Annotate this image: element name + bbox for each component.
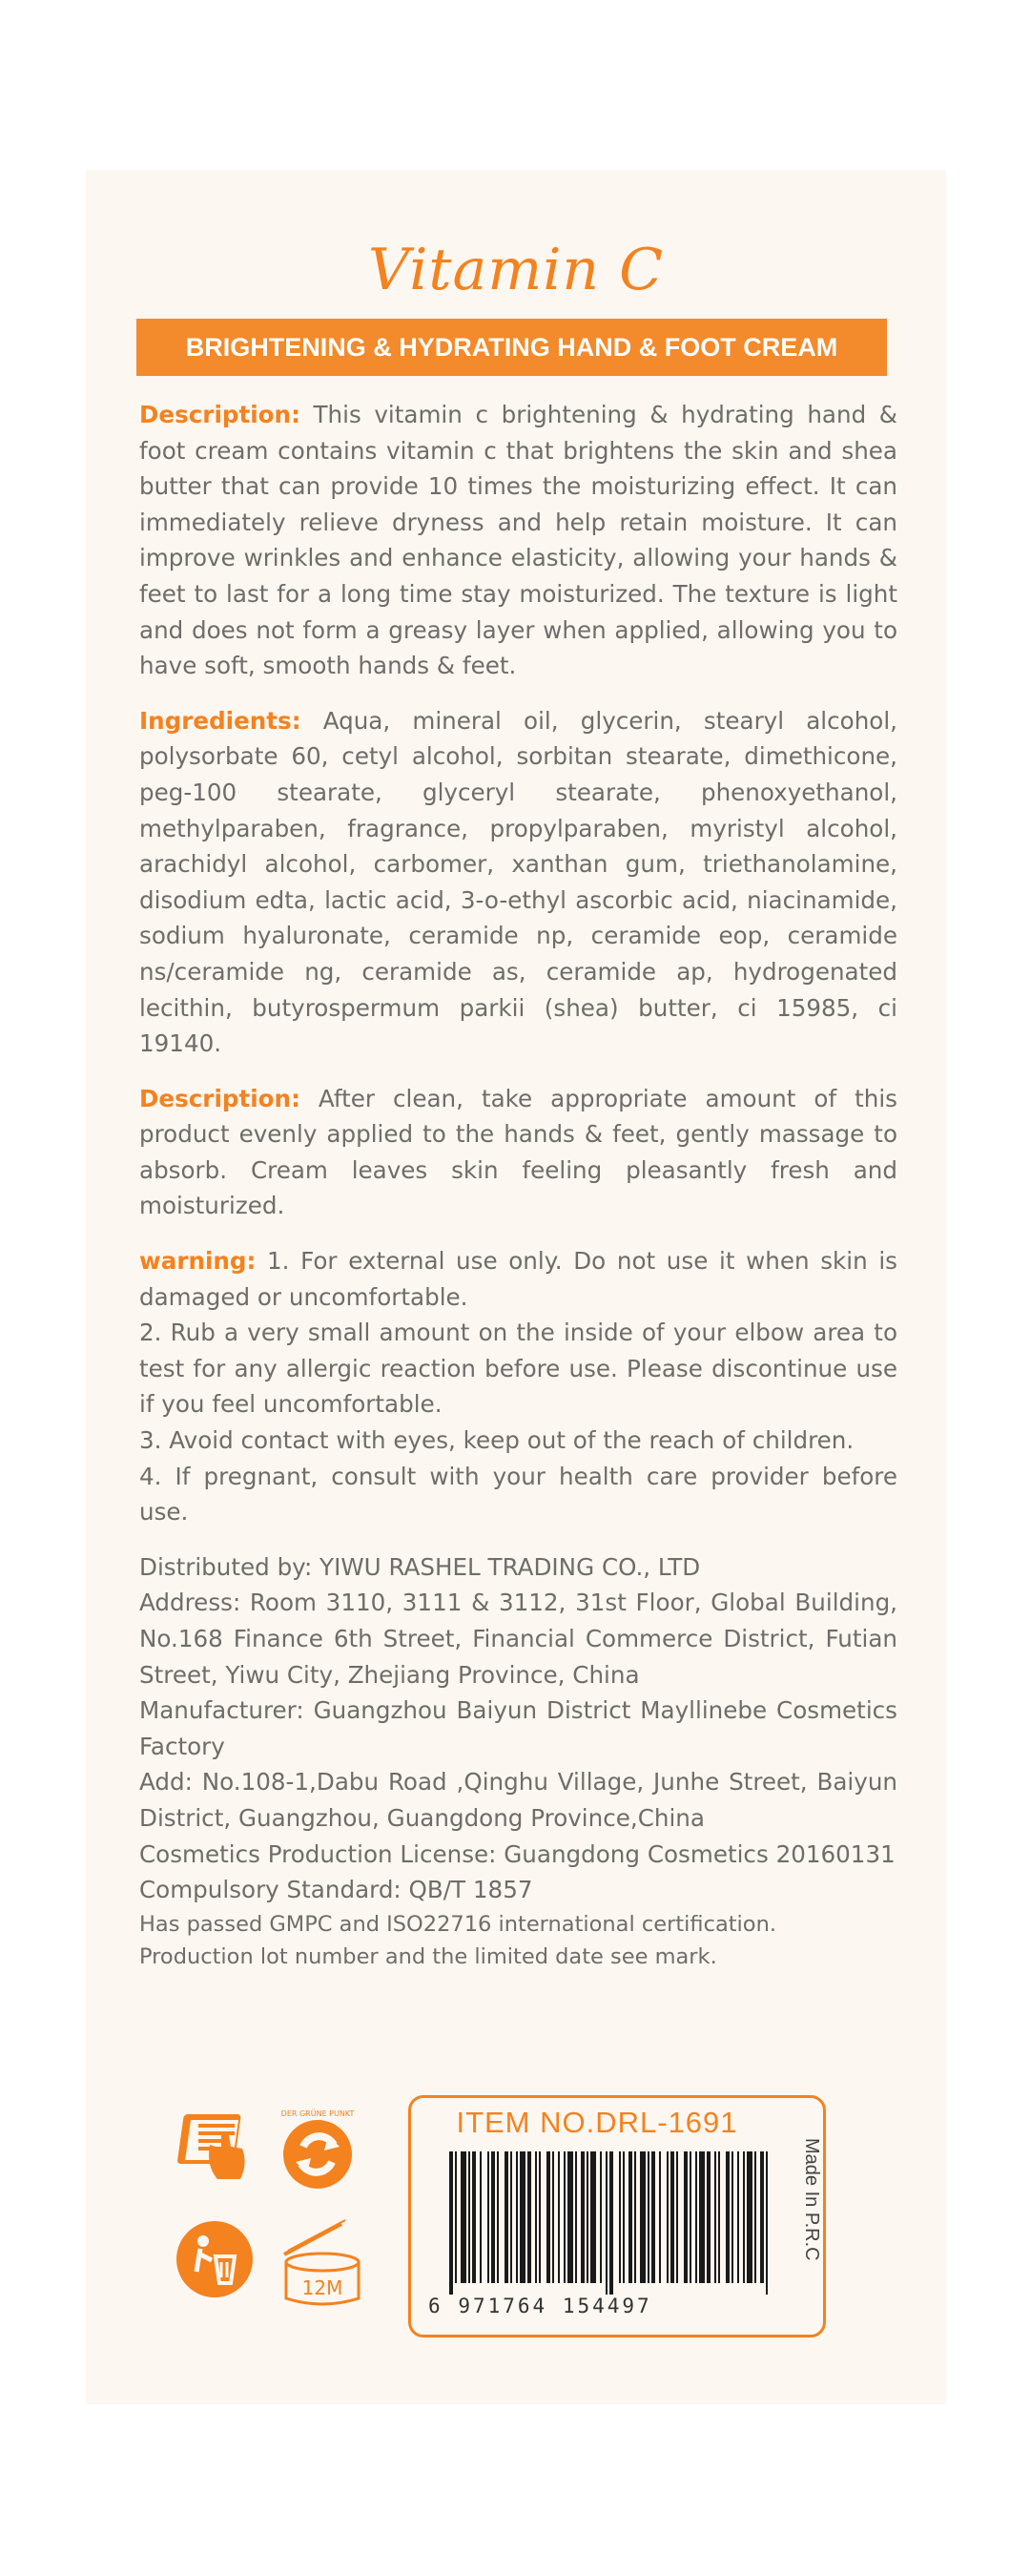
period-after-opening-icon [275,2207,370,2316]
warning-item [139,1243,897,1315]
barcode-bar [731,2151,733,2283]
barcode-bar [449,2151,453,2295]
barcode-bar [634,2151,636,2283]
warning-item-1: 1. For external use only. Do not use it when skin is damaged or uncomfortable. [139,1247,897,1311]
manufacturer-address: Add: No.108-1,Dabu Road ,Qinghu Village, Junhe Street, Baiyun District, Guangzhou, Guangdong Province,China [139,1768,897,1832]
label-text [139,397,897,1973]
barcode-bar [552,2151,554,2283]
ingredients-separator: : [291,706,301,735]
barcode-bar [520,2151,525,2283]
barcode-bar [606,2151,608,2295]
barcode-bar [497,2151,499,2283]
barcode-bar [590,2151,596,2283]
barcode [449,2151,770,2295]
barcode-bar [472,2151,476,2283]
barcode-bar [695,2151,697,2283]
ingredients-section [139,703,897,1062]
barcode-bar [754,2151,756,2283]
barcode-bar [659,2151,661,2283]
warning-item-4: 4. If pregnant, consult with your health care provider before use. [139,1462,897,1527]
barcode-digits [428,2295,652,2317]
barcode-bar [468,2151,470,2283]
barcode-bar [539,2151,541,2283]
description-section [139,397,897,684]
product-banner: BRIGHTENING & HYDRATING HAND & FOOT CREAM [136,319,887,376]
distributor: Distributed by: YIWU RASHEL TRADING CO., LTD [139,1552,701,1581]
usage-section [139,1081,897,1224]
barcode-bar [760,2151,764,2283]
barcode-bar [648,2151,649,2283]
barcode-bar [676,2151,678,2283]
usage-label: Description: [139,1084,300,1112]
barcode-bar [726,2151,730,2283]
barcode-bar [667,2151,669,2283]
barcode-bar [575,2151,577,2283]
barcode-bar [707,2151,711,2283]
label-panel [86,170,946,2404]
ingredients-label: Ingredients [139,706,292,735]
barcode-bar [609,2151,613,2295]
pao-label: 12M [301,2276,343,2299]
barcode-bar [737,2151,739,2283]
recycle-caption: DER GRÜNE PUNKT [280,2109,355,2118]
production-license: Cosmetics Production License: Guangdong Cosmetics 20160131 [139,1839,896,1868]
description-text: This vitamin c brightening & hydrating hand & foot cream contains vitamin c that brightens the skin and shea butter that can provide 10 times the moisturizing effect. It can immediately relieve dryness and help retain moisture. It can improve wrinkles and enhance elasticity, allowing your hands & feet to last for a long time stay moisturized. The texture is light and does not form a greasy layer when applied, allowing you to have soft, smooth hands & feet. [139,401,897,680]
barcode-bar [505,2151,508,2283]
barcode-bar [587,2151,588,2283]
symbol-icons [172,2107,362,2336]
barcode-first-digit: 6 [428,2295,443,2317]
barcode-bar [546,2151,550,2283]
barcode-bar [455,2151,457,2283]
made-in: Made In P.R.C [801,2138,822,2261]
barcode-bar [600,2151,602,2283]
barcode-bar [461,2151,466,2283]
compulsory-standard: Compulsory Standard: QB/T 1857 [139,1876,533,1904]
barcode-bar [491,2151,495,2283]
read-instructions-icon [172,2107,263,2183]
warning-item-3: 3. Avoid contact with eyes, keep out of the reach of children. [139,1426,855,1455]
barcode-bar [510,2151,512,2283]
barcode-bar [558,2151,560,2283]
barcode-bar [581,2151,585,2283]
barcode-bar [535,2151,537,2283]
barcode-bar [684,2151,688,2283]
barcode-bar [619,2151,621,2283]
lot-number: Production lot number and the limited date see mark. [139,1943,717,1969]
usage-text: After clean, take appropriate amount of this product evenly applied to the hands & feet, gently massage to absorb. Cream leaves skin feeling pleasantly fresh and moisturized. [139,1084,897,1220]
item-barcode-box [408,2095,826,2337]
barcode-bar [747,2151,752,2283]
barcode-bar [516,2151,518,2283]
warning-item-2: 2. Rub a very small amount on the inside of your elbow area to test for any allergic reaction before use. Please discontinue use if you feel uncomfortable. [139,1319,897,1419]
barcode-bar [628,2151,632,2283]
brand-title: Vitamin C [367,237,665,303]
distributor-address: Address: Room 3110, 3111 & 3112, 31st Floor, Global Building, No.168 Finance 6th Street, Financial Commerce District, Futian Street, Yiwu City, Zhejiang Province, China [139,1589,897,1689]
dispose-trash-icon [172,2216,258,2302]
barcode-bar [651,2151,655,2283]
barcode-number: 971764 154497 [458,2295,652,2317]
barcode-bar [743,2151,745,2283]
certification: Has passed GMPC and ISO22716 international certification. [139,1911,776,1937]
warning-label: warning: [139,1247,257,1276]
recycle-icon [275,2107,360,2192]
barcode-bar [567,2151,573,2283]
barcode-bar [670,2151,674,2283]
barcode-bar [527,2151,531,2283]
manufacturer: Manufacturer: Guangzhou Baiyun District Mayllinebe Cosmetics Factory [139,1696,897,1760]
barcode-bar [690,2151,691,2283]
barcode-bar [623,2151,625,2283]
ingredients-text: Aqua, mineral oil, glycerin, stearyl alcohol, polysorbate 60, cetyl alcohol, sorbitan stearate, dimethicone, peg-100 stearate, glyceryl stearate, phenoxyethanol, methylparaben, fragrance, propylparaben, myristyl alcohol, arachidyl alcohol, carbomer, xanthan gum, triethanolamine, disodium edta, lactic acid, 3-o-ethyl ascorbic acid, niacinamide, sodium hyaluronate, ceramide np, ceramide eop, ceramide ns/ceramide ng, ceramide as, ceramide ap, hydrogenated lecithin, butyrospermum parkii (shea) butter, ci 15985, ci 19140. [139,706,897,1058]
barcode-bar [718,2151,720,2283]
barcode-bar [699,2151,705,2283]
barcode-bar [564,2151,566,2283]
description-label: Description: [139,401,300,428]
barcode-bar [640,2151,646,2283]
item-number: ITEM NO.DRL-1691 [456,2106,738,2139]
barcode-bar [487,2151,489,2283]
barcode-bar [766,2151,768,2295]
barcode-bar [714,2151,716,2283]
barcode-bar [480,2151,482,2283]
